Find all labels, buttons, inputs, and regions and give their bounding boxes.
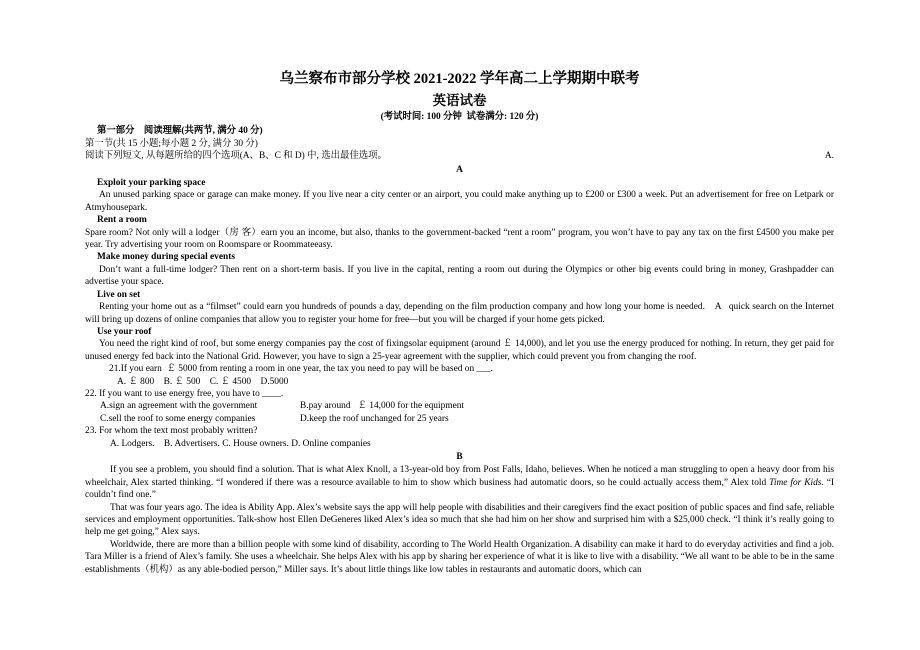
- question-23: [85, 425, 834, 450]
- passage-a-section-1: [85, 177, 834, 214]
- passage-b-p1-text: If you see a problem, you should find a solution. That is what Alex Knoll, a 13-year-old boy from Post Falls, Idaho, believes. When he noticed a man struggling to open a heavy door from his wheelchair, Alex started thinking. “I wondered if there was a resource available to him to show which business had automatic doors, so he could actually access them,” Alex told: [85, 465, 837, 488]
- section-heading-use-roof: Use your roof: [97, 326, 152, 337]
- question-21-options: A. ￡ 800 B. ￡ 500 C. ￡ 4500 D.5000: [117, 376, 289, 387]
- question-22-options: [85, 400, 834, 425]
- passage-b-label: B: [456, 451, 463, 462]
- question-22-option-c: C.sell the roof to some energy companies: [100, 413, 256, 424]
- section-text-live-on-set: Renting your home out as a “filmset” could earn you hundreds of pounds a day, depending on the film production company and how long your home is needed. A quick search on the Internet will bring up dozens of online companies that allow you to register your home for free—but you will be charged if your home gets picked.: [85, 302, 837, 325]
- passage-b-p1-tail: “I couldn’t find one.”: [85, 477, 837, 501]
- passage-a-section-4: [85, 289, 837, 326]
- section-heading-parking: Exploit your parking space: [97, 178, 206, 189]
- question-23-options: A. Lodgers. B. Advertisers. C. House owners. D. Online companies: [110, 438, 371, 449]
- part1-instructions: 阅读下列短文, 从每题所给的四个选项(A、B、C 和 D) 中, 选出最佳选项。: [85, 151, 387, 162]
- question-23-stem: 23. For whom the text most probably written?: [85, 426, 258, 437]
- question-21-stem: 21.If you earn ￡ 5000 from renting a room in one year, the tax you need to pay will be based on ___.: [109, 364, 493, 375]
- question-22-option-a: A.sign an agreement with the government: [100, 401, 258, 412]
- document-title: 乌兰察布市部分学校 2021-2022 学年高二上学期期中联考: [279, 71, 640, 87]
- passage-a-section-3: [85, 251, 837, 288]
- part1-instructions-row: [85, 150, 834, 162]
- section-text-use-roof: You need the right kind of roof, but some energy companies pay the cost of fixingsolar equipment (around ￡ 14,000), and let you use the energy produced for nothing. In return, they get paid for unused energy fed back into the National Grid. However, you have to sign a 25-year agreement with the supplier, which could prevent you from changing the roof.: [85, 339, 837, 362]
- passage-a-label: A: [456, 164, 463, 175]
- section-text-parking: An unused parking space or garage can make money. If you live near a city center or an airport, you could make anything up to £200 or £300 a week. Put an advertisement for free on Letpark or Atmyhousepark.: [85, 190, 836, 213]
- exam-info: (考试时间: 100 分钟 试卷满分: 120 分): [380, 112, 539, 122]
- part1-section-line: 第一节(共 15 小题;每小题 2 分, 满分 30 分): [85, 138, 258, 149]
- question-22: [85, 388, 834, 425]
- question-22-option-b: B.pay around ￡ 14,000 for the equipment: [300, 401, 465, 412]
- passage-b-paragraph-2: That was four years ago. The idea is Ability App. Alex’s website says the app will help people with disabilities and their caregivers find the exact position of public spaces and find safe, reliable services and employment opportunities. Talk-show host Ellen DeGeneres liked Alex’s idea so much that she had him on her show and surprised him with a $25,000 check. “I think it’s really going to help me get going,” Alex says.: [85, 502, 837, 538]
- question-22-option-d: D.keep the roof unchanged for 25 years: [300, 413, 449, 424]
- magazine-title-italic: Time for Kids.: [769, 477, 824, 488]
- section-text-special-events: Don’t want a full-time lodger? Then rent on a short-term basis. If you live in the capital, renting a room out during the Olympics or other big events could bring in money, Grashpadder can advertise your space.: [85, 264, 837, 288]
- section-text-rent-room: Spare room? Not only will a lodger（房 客）earn you an income, but also, thanks to the government-backed “rent a room” program, you won’t have to pay any tax on the first £4500 you make per year. Try advertising your room on Roomspare or Roommateeasy.: [85, 227, 837, 251]
- instructions-right-mark: A.: [824, 151, 834, 162]
- section-heading-live-on-set: Live on set: [97, 289, 141, 300]
- section-heading-special-events: Make money during special events: [97, 252, 236, 263]
- section-heading-rent-room: Rent a room: [97, 215, 147, 226]
- passage-a-section-2: [85, 214, 837, 251]
- passage-b-paragraph-3: Worldwide, there are more than a billion people with some kind of disability, according to The World Health Organization. A disability can make it hard to do everyday activities and find a job. Tara Miller is a friend of Alex’s family. She uses a wheelchair. She helps Alex with his app by sharing her experience of what it is like to live with a disability. “We all want to be able to be in the same establishments（机构）as any able-bodied person,” Miller says. It’s about little things like low tables in restaurants and automatic doors, which can: [85, 539, 837, 575]
- passage-a-section-5: [85, 326, 837, 363]
- passage-b-paragraph-1: [85, 464, 837, 501]
- document-subtitle: 英语试卷: [432, 93, 487, 108]
- question-21: [85, 363, 834, 388]
- part1-header: 第一部分 阅读理解(共两节, 满分 40 分): [97, 126, 263, 137]
- question-22-stem: 22. If you want to use energy free, you have to ____.: [85, 388, 284, 399]
